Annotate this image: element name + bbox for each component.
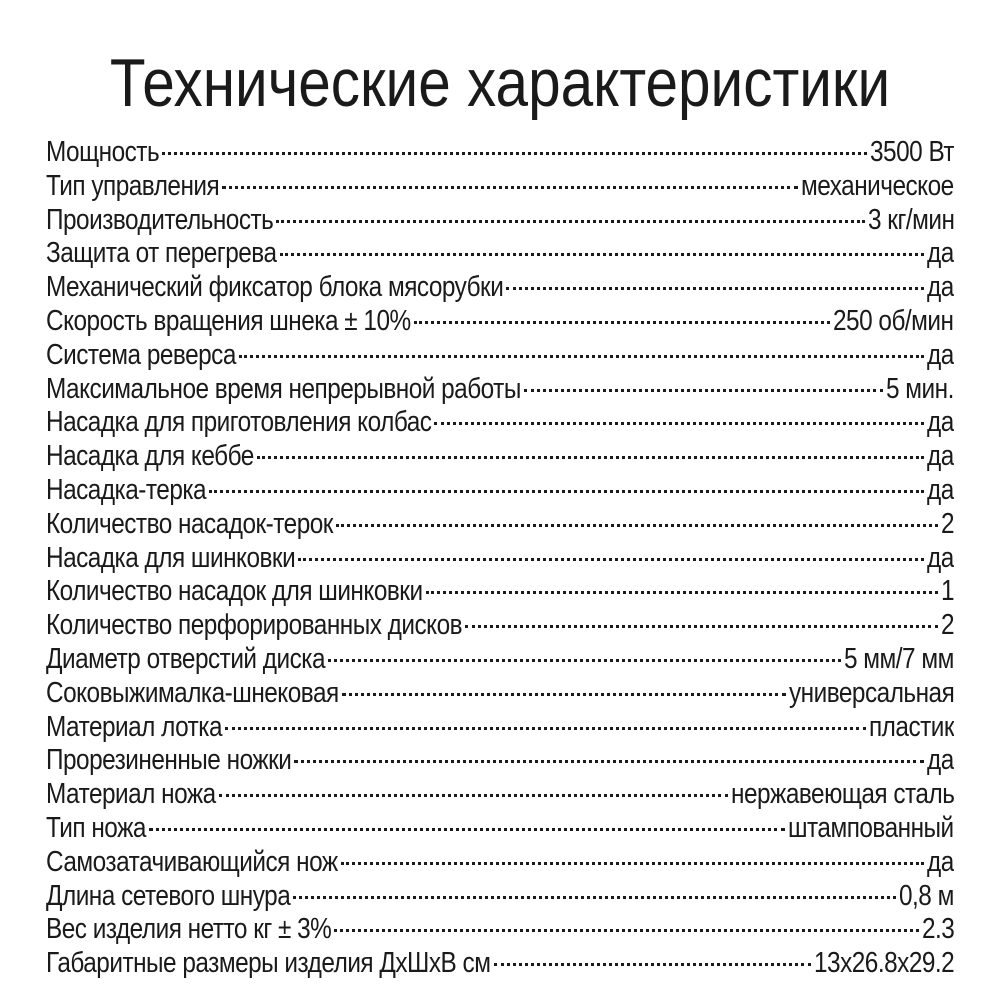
spec-label: Соковыжималка-шнековая xyxy=(46,676,339,709)
spec-row xyxy=(46,744,954,778)
dot-leader xyxy=(465,625,938,628)
page-title: Технические характеристики xyxy=(109,45,891,121)
dot-leader xyxy=(162,152,867,155)
spec-row xyxy=(46,305,954,339)
dot-leader xyxy=(506,287,924,290)
spec-row xyxy=(46,406,954,440)
dot-leader xyxy=(209,490,924,493)
dot-leader xyxy=(328,659,841,662)
spec-label: Тип управления xyxy=(46,169,220,202)
spec-value: да xyxy=(927,440,954,473)
spec-value: да xyxy=(927,237,954,270)
spec-row xyxy=(46,542,954,576)
spec-label: Прорезиненные ножки xyxy=(46,744,292,777)
spec-row xyxy=(46,508,954,542)
spec-row xyxy=(46,575,954,609)
spec-label: Скорость вращения шнека ± 10% xyxy=(46,304,411,337)
spec-value: 2.3 xyxy=(921,913,954,946)
spec-row xyxy=(46,812,954,846)
spec-label: Самозатачивающийся нож xyxy=(46,845,338,878)
spec-value: да xyxy=(927,845,954,878)
spec-row xyxy=(46,271,954,305)
dot-leader xyxy=(257,456,924,459)
spec-value: универсальная xyxy=(788,676,954,709)
spec-value: нержавеющая сталь xyxy=(730,778,954,811)
spec-label: Насадка для кеббе xyxy=(46,440,254,473)
spec-row xyxy=(46,677,954,711)
dot-leader xyxy=(239,355,924,358)
spec-label: Габаритные размеры изделия ДхШхВ см xyxy=(46,947,491,980)
spec-label: Насадка для приготовления колбас xyxy=(46,406,432,439)
spec-value: 250 об/мин xyxy=(833,304,954,337)
spec-value: 5 мин. xyxy=(886,372,954,405)
spec-label: Насадка для шинковки xyxy=(46,541,296,574)
spec-label: Система реверса xyxy=(46,338,236,371)
spec-label: Материал ножа xyxy=(46,778,216,811)
spec-value: да xyxy=(927,271,954,304)
spec-value: 3500 Вт xyxy=(869,136,954,168)
dot-leader xyxy=(336,524,938,527)
dot-leader xyxy=(494,963,811,966)
spec-row xyxy=(46,880,954,914)
spec-label: Мощность xyxy=(46,136,160,168)
dot-leader xyxy=(222,186,798,189)
spec-value: 0,8 м xyxy=(899,879,954,912)
spec-row xyxy=(46,711,954,745)
spec-value: да xyxy=(927,406,954,439)
spec-row xyxy=(46,237,954,271)
spec-label: Длина сетевого шнура xyxy=(46,879,291,912)
dot-leader xyxy=(426,591,938,594)
spec-label: Максимальное время непрерывной работы xyxy=(46,372,521,405)
spec-value: да xyxy=(927,338,954,371)
spec-value: да xyxy=(927,541,954,574)
spec-row xyxy=(46,474,954,508)
spec-label: Производительность xyxy=(46,203,274,236)
spec-row xyxy=(46,204,954,238)
dot-leader xyxy=(524,389,883,392)
dot-leader xyxy=(434,422,924,425)
dot-leader xyxy=(414,321,831,324)
spec-value: механическое xyxy=(801,169,954,202)
spec-row xyxy=(46,643,954,677)
spec-row xyxy=(46,339,954,373)
spec-label: Насадка-терка xyxy=(46,473,207,506)
spec-label: Тип ножа xyxy=(46,811,146,844)
spec-row xyxy=(46,609,954,643)
spec-value: да xyxy=(927,473,954,506)
spec-label: Защита от перегрева xyxy=(46,237,277,270)
dot-leader xyxy=(276,220,864,223)
spec-row xyxy=(46,170,954,204)
dot-leader xyxy=(334,929,918,932)
spec-row xyxy=(46,947,954,981)
dot-leader xyxy=(298,558,924,561)
spec-label: Вес изделия нетто кг ± 3% xyxy=(46,913,332,946)
dot-leader xyxy=(219,794,728,797)
spec-row xyxy=(46,778,954,812)
dot-leader xyxy=(225,727,866,730)
dot-leader xyxy=(149,828,785,831)
dot-leader xyxy=(280,253,925,256)
spec-value: 13х26.8х29.2 xyxy=(813,947,954,980)
dot-leader xyxy=(341,862,925,865)
spec-label: Материал лотка xyxy=(46,710,223,743)
spec-row xyxy=(46,846,954,880)
dot-leader xyxy=(294,760,924,763)
spec-list xyxy=(46,136,954,981)
spec-row xyxy=(46,373,954,407)
spec-value: 2 xyxy=(941,507,954,540)
spec-value: 5 мм/7 мм xyxy=(844,642,954,675)
spec-value: пластик xyxy=(868,710,954,743)
spec-label: Количество перфорированных дисков xyxy=(46,609,463,642)
spec-row xyxy=(46,913,954,947)
spec-label: Механический фиксатор блока мясорубки xyxy=(46,271,504,304)
spec-value: 3 кг/мин xyxy=(867,203,954,236)
spec-label: Диаметр отверстий диска xyxy=(46,642,326,675)
spec-row xyxy=(46,440,954,474)
spec-value: штампованный xyxy=(788,811,954,844)
spec-value: да xyxy=(927,744,954,777)
dot-leader xyxy=(293,896,896,899)
spec-row xyxy=(46,136,954,170)
spec-value: 1 xyxy=(941,575,954,608)
spec-value: 2 xyxy=(941,609,954,642)
spec-label: Количество насадок для шинковки xyxy=(46,575,423,608)
dot-leader xyxy=(342,693,786,696)
spec-label: Количество насадок-терок xyxy=(46,507,333,540)
